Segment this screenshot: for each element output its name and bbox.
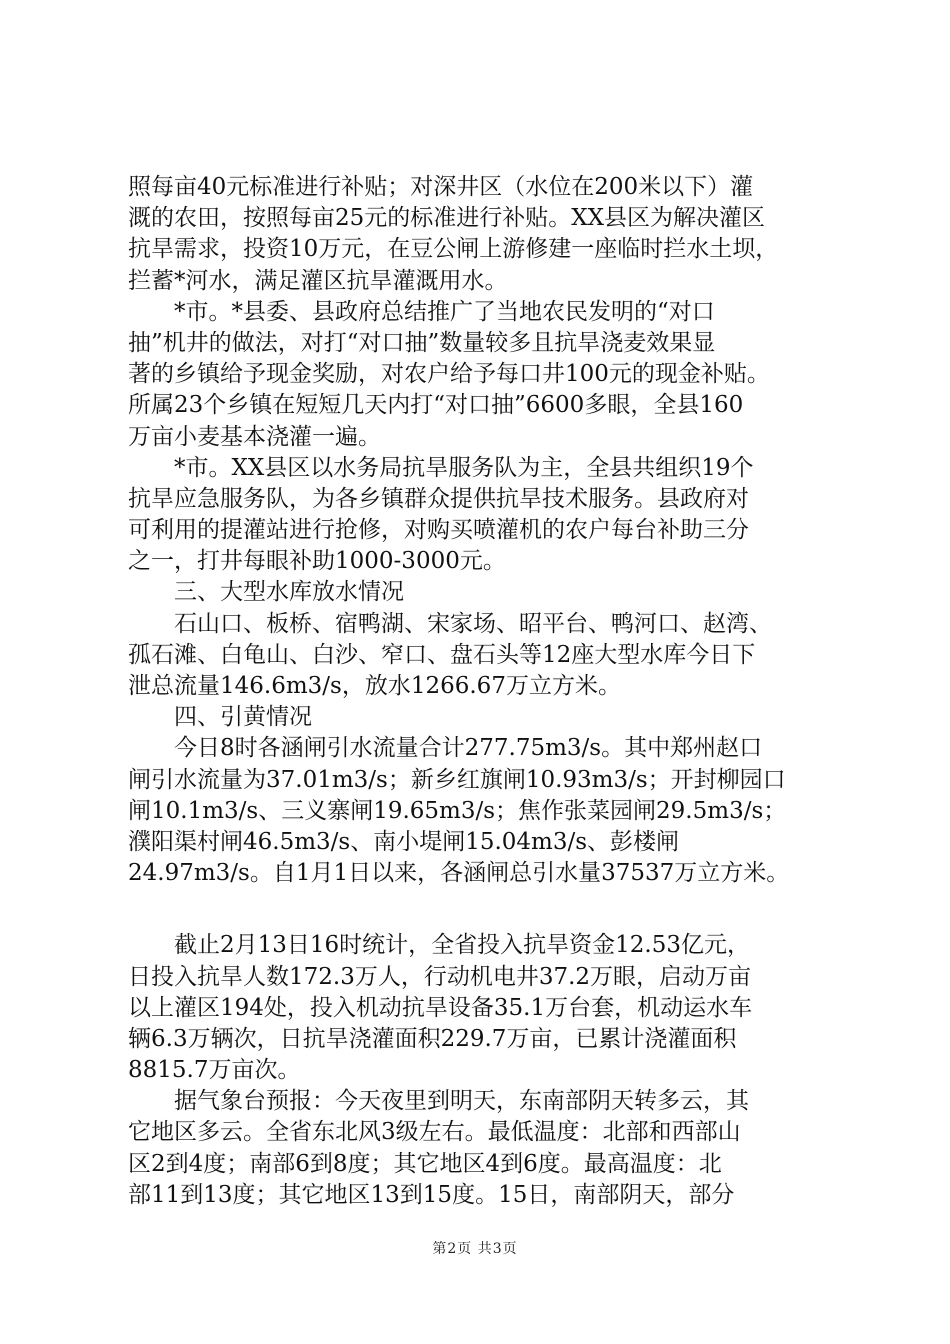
text-line: 据气象台预报：今天夜里到明天，东南部阴天转多云，其 bbox=[128, 1088, 749, 1115]
document-body bbox=[128, 172, 830, 1211]
text-line: 今日8时各涵闸引水流量合计277.75m3/s。其中郑州赵口 bbox=[128, 735, 763, 762]
text-line: 著的乡镇给予现金奖励，对农户给予每口井100元的现金补贴。 bbox=[128, 361, 770, 388]
text-line: 24.97m3/s。自1月1日以来，各涵闸总引水量37537万立方米。 bbox=[128, 860, 790, 887]
text-line: 所属23个乡镇在短短几天内打“对口抽”6600多眼，全县160 bbox=[128, 392, 744, 419]
text-line: 可利用的提灌站进行抢修，对购买喷灌机的农户每台补助三分 bbox=[128, 517, 749, 544]
section-heading: 三、大型水库放水情况 bbox=[128, 579, 404, 606]
text-line: 濮阳渠村闸46.5m3/s、南小堤闸15.04m3/s、彭楼闸 bbox=[128, 828, 680, 855]
page-number: 第2页 共3页 bbox=[432, 1241, 518, 1257]
text-line: 日投入抗旱人数172.3万人，行动机电井37.2万眼，启动万亩 bbox=[128, 963, 752, 990]
text-line: 溉的农田，按照每亩25元的标准进行补贴。XX县区为解决灌区 bbox=[128, 205, 766, 232]
text-line: 部11到13度；其它地区13到15度。15日，南部阴天，部分 bbox=[128, 1181, 735, 1208]
text-line: 之一，打井每眼补助1000-3000元。 bbox=[128, 548, 506, 575]
paragraph-gap bbox=[128, 889, 830, 930]
text-line: 辆6.3万辆次，日抗旱浇灌面积229.7万亩，已累计浇灌面积 bbox=[128, 1025, 737, 1052]
text-line: 抗旱应急服务队，为各乡镇群众提供抗旱技术服务。县政府对 bbox=[128, 485, 749, 512]
text-line: 闸引水流量为37.01m3/s；新乡红旗闸10.93m3/s；开封柳园口 bbox=[128, 766, 786, 793]
text-line: 闸10.1m3/s、三义寨闸19.65m3/s；焦作张菜园闸29.5m3/s； bbox=[128, 797, 787, 824]
text-line: 它地区多云。全省东北风3级左右。最低温度：北部和西部山 bbox=[128, 1119, 741, 1146]
section-heading: 四、引黄情况 bbox=[128, 704, 312, 731]
text-line: 孤石滩、白龟山、白沙、窄口、盘石头等12座大型水库今日下 bbox=[128, 641, 756, 668]
text-line: 抗旱需求，投资10万元，在豆公闸上游修建一座临时拦水土坝， bbox=[128, 236, 779, 263]
text-line: 截止2月13日16时统计，全省投入抗旱资金12.53亿元， bbox=[128, 932, 751, 959]
text-line: 8815.7万亩次。 bbox=[128, 1057, 301, 1084]
text-line: 拦蓄*河水，满足灌区抗旱灌溉用水。 bbox=[128, 267, 508, 294]
text-line: 以上灌区194处，投入机动抗旱设备35.1万台套，机动运水车 bbox=[128, 994, 753, 1021]
text-line: 石山口、板桥、宿鸭湖、宋家场、昭平台、鸭河口、赵湾、 bbox=[128, 610, 772, 637]
text-line: *市。*县委、县政府总结推广了当地农民发明的“对口 bbox=[128, 298, 715, 325]
text-line: 万亩小麦基本浇灌一遍。 bbox=[128, 423, 381, 450]
text-line: 抽”机井的做法，对打“对口抽”数量较多且抗旱浇麦效果显 bbox=[128, 329, 716, 356]
text-line: 泄总流量146.6m3/s，放水1266.67万立方米。 bbox=[128, 673, 621, 699]
text-line: 照每亩40元标准进行补贴；对深井区（水位在200米以下）灌 bbox=[128, 174, 754, 200]
text-line: *市。XX县区以水务局抗旱服务队为主，全县共组织19个 bbox=[128, 454, 754, 481]
text-line: 区2到4度；南部6到8度；其它地区4到6度。最高温度：北 bbox=[128, 1150, 722, 1177]
